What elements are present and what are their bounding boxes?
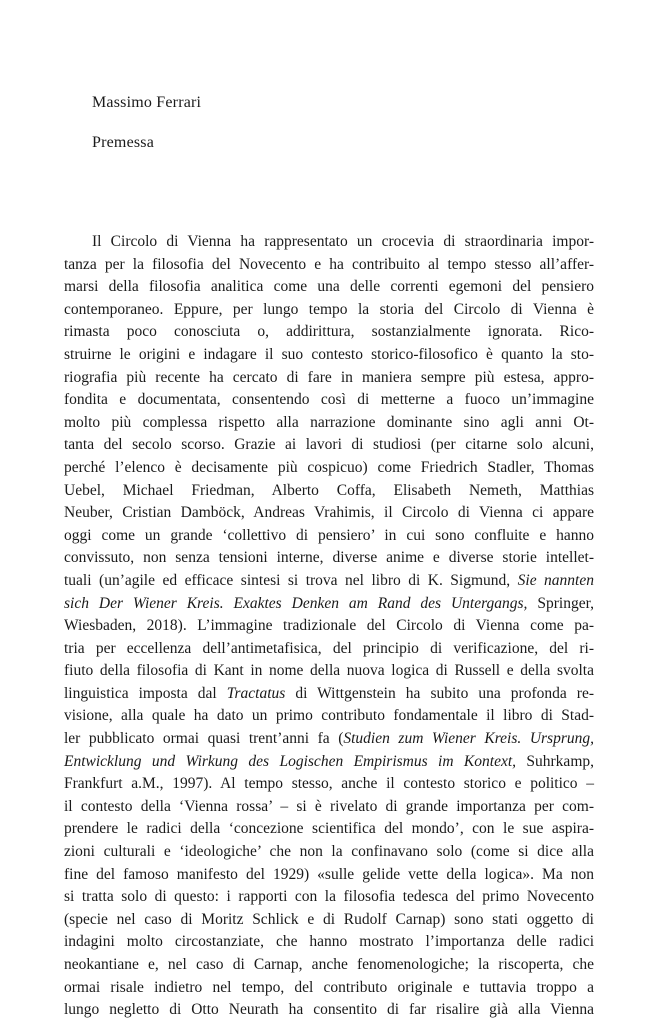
text-line: lungo negletto di Otto Neurath ha consentito di far risalire già alla Vienna bbox=[64, 1001, 594, 1019]
text-line bbox=[64, 751, 594, 774]
text-line bbox=[64, 728, 594, 751]
text-line: Frankfurt a.M., 1997). Al tempo stesso, anche il contesto storico e politico – bbox=[64, 775, 594, 793]
text-line bbox=[64, 683, 594, 706]
text-fragment: tuali (un’agile ed efficace sintesi si trova nel libro di K. Sigmund, bbox=[64, 571, 518, 589]
text-line: fondita e documentata, consentendo così di metterne a fuoco un’immagine bbox=[64, 391, 594, 409]
text-line: tria per eccellenza dell’antimetafisica, del principio di verificazione, del ri- bbox=[64, 639, 594, 657]
text-line: marsi della filosofia analitica come una delle correnti egemoni del pensiero bbox=[64, 278, 594, 296]
text-line: prendere le radici della ‘concezione scientifica del mondo’, con le sue aspira- bbox=[64, 820, 594, 838]
italic-fragment: Sie nannten bbox=[517, 571, 594, 589]
text-fragment: ler pubblicato ormai quasi trent’anni fa ( bbox=[64, 730, 344, 748]
text-fragment: Springer, bbox=[527, 594, 594, 612]
text-line: contemporaneo. Eppure, per lungo tempo la storia del Circolo di Vienna è bbox=[64, 300, 594, 318]
text-line: perché l’elenco è decisamente più cospicuo) come Friedrich Stadler, Thomas bbox=[64, 458, 594, 476]
text-line: fiuto della filosofia di Kant in nome della nuova logica di Russell e della svolta bbox=[64, 662, 594, 680]
section-title: Premessa bbox=[92, 134, 155, 151]
text-line: struirne le origini e indagare il suo contesto storico-filosofico è quanto la sto- bbox=[64, 345, 594, 363]
text-line bbox=[64, 593, 594, 616]
text-line: visione, alla quale ha dato un primo contributo fondamentale il libro di Stad- bbox=[64, 707, 594, 725]
text-line: tanta del secolo scorso. Grazie ai lavori di studiosi (per citarne solo alcuni, bbox=[64, 436, 594, 454]
author-name: Massimo Ferrari bbox=[92, 94, 202, 111]
text-line: zioni culturali e ‘ideologiche’ che non la confinavano solo (come si dice alla bbox=[64, 843, 594, 861]
italic-fragment: Tractatus bbox=[226, 684, 286, 702]
text-line: ormai risale indietro nel tempo, del contributo originale e tuttavia troppo a bbox=[64, 978, 594, 996]
text-line: Il Circolo di Vienna ha rappresentato un crocevia di straordinaria impor- bbox=[92, 233, 594, 250]
text-line: indagini molto circostanziate, che hanno mostrato l’importanza delle radici bbox=[64, 933, 594, 951]
text-line: riografia più recente ha cercato di fare in maniera sempre più estesa, appro- bbox=[64, 368, 594, 386]
text-line: rimasta poco conosciuta o, addirittura, sostanzialmente ignorata. Rico- bbox=[64, 323, 594, 341]
text-fragment: Suhrkamp, bbox=[516, 752, 594, 770]
body-text bbox=[64, 231, 594, 1022]
text-line: oggi come un grande ‘collettivo di pensiero’ in cui sono confluite e hanno bbox=[64, 526, 594, 544]
text-line: Neuber, Cristian Damböck, Andreas Vrahimis, il Circolo di Vienna ci appare bbox=[64, 504, 594, 522]
text-line: tanza per la filosofia del Novecento e ha contribuito al tempo stesso all’affer- bbox=[64, 255, 594, 273]
text-fragment: di Wittgenstein ha subito una profonda re- bbox=[285, 684, 594, 702]
text-line: Wiesbaden, 2018). L’immagine tradizionale del Circolo di Vienna come pa- bbox=[64, 617, 594, 635]
text-line: si tratta solo di questo: i rapporti con la filosofia tedesca del primo Novecento bbox=[64, 888, 594, 906]
text-line: (specie nel caso di Moritz Schlick e di Rudolf Carnap) sono stati oggetto di bbox=[64, 910, 594, 928]
text-line: Uebel, Michael Friedman, Alberto Coffa, Elisabeth Nemeth, Matthias bbox=[64, 481, 594, 499]
text-line bbox=[64, 570, 594, 593]
text-line: molto più complessa rispetto alla narrazione dominante sino agli anni Ot- bbox=[64, 413, 594, 431]
italic-fragment: sich Der Wiener Kreis. Exaktes Denken am Rand des Untergangs, bbox=[64, 594, 528, 612]
text-line: il contesto della ‘Vienna rossa’ – si è rivelato di grande importanza per com- bbox=[64, 797, 594, 815]
text-line: convissuto, non senza tensioni interne, diverse anime e diverse storie intellet- bbox=[64, 549, 594, 567]
text-line: neokantiane e, nel caso di Carnap, anche fenomenologiche; la riscoperta, che bbox=[64, 956, 594, 973]
text-line: fine del famoso manifesto del 1929) «sulle gelide vette della logica». Ma non bbox=[64, 865, 594, 883]
italic-fragment: Studien zum Wiener Kreis. Ursprung, bbox=[343, 730, 594, 748]
text-fragment: linguistica imposta dal bbox=[64, 684, 227, 702]
italic-fragment: Entwicklung und Wirkung des Logischen Empirismus im Kontext, bbox=[64, 752, 517, 770]
